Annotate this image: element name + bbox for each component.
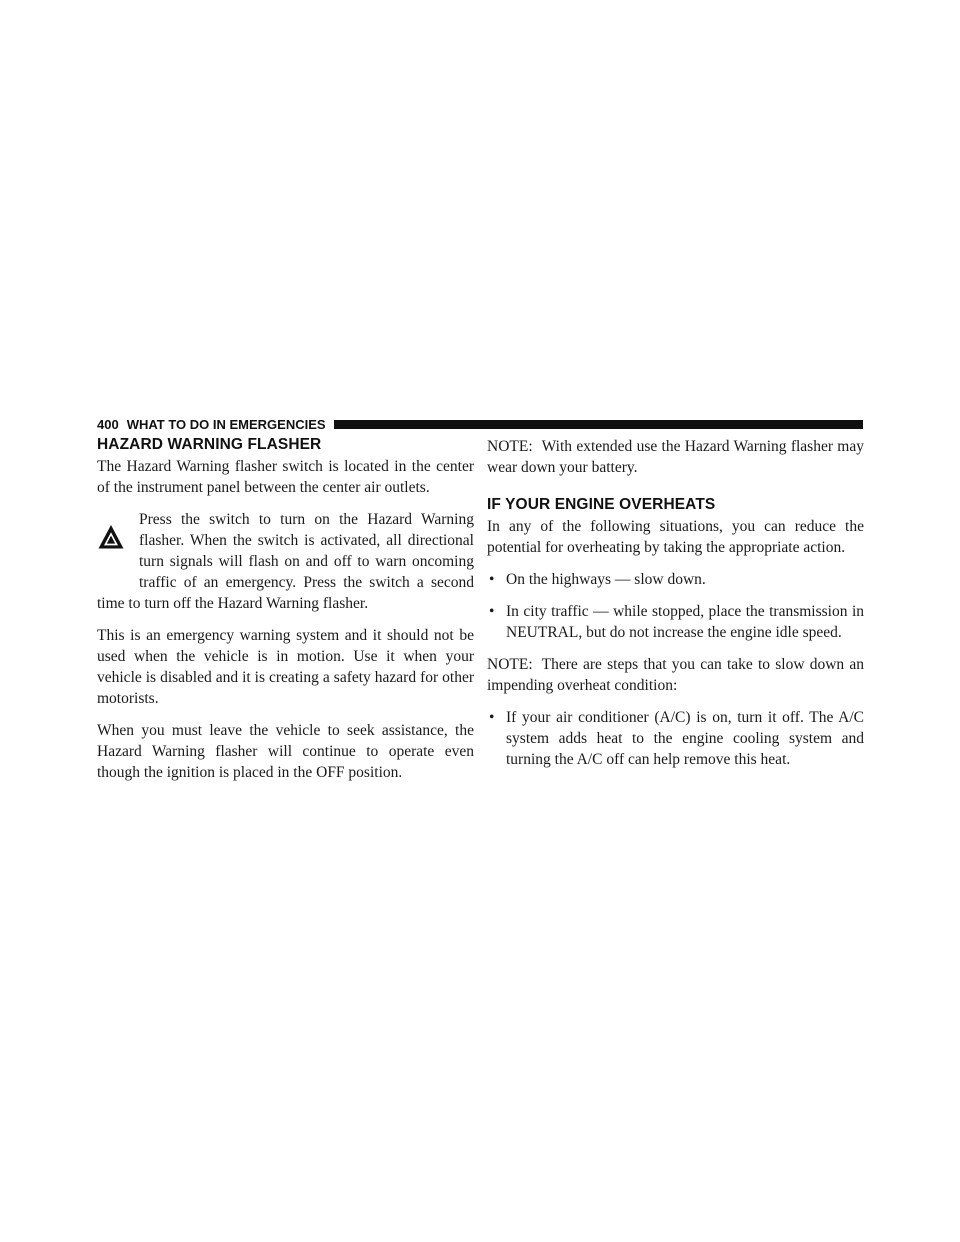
- overheat-list-1: [487, 569, 864, 643]
- list-item: • If your air conditioner (A/C) is on, turn it off. The A/C system adds heat to the engine cooling system and turning the A/C off can help remove this heat.: [487, 707, 864, 770]
- header-rule: [334, 420, 863, 429]
- hazard-triangle-icon: [97, 523, 125, 551]
- hazard-switch-block: [97, 509, 474, 614]
- note-label: NOTE:: [487, 656, 533, 673]
- section-title: WHAT TO DO IN EMERGENCIES: [126, 416, 326, 432]
- note-label: NOTE:: [487, 438, 533, 455]
- list-item: • In city traffic — while stopped, place the transmission in NEUTRAL, but do not increase the engine idle speed.: [487, 601, 864, 643]
- note-battery: [487, 436, 864, 478]
- page-number: 400: [97, 416, 119, 432]
- hazard-paragraph-4: When you must leave the vehicle to seek assistance, the Hazard Warning flasher will continue to operate even though the ignition is placed in the OFF position.: [97, 722, 474, 781]
- right-column: [487, 436, 864, 781]
- hazard-paragraph-1: The Hazard Warning flasher switch is located in the center of the instrument panel between the center air outlets.: [97, 458, 474, 496]
- list-item: • On the highways — slow down.: [487, 569, 864, 590]
- note-text: There are steps that you can take to slow down an impending overheat condition:: [487, 656, 864, 694]
- hazard-paragraph-2: Press the switch to turn on the Hazard Warning flasher. When the switch is activated, all directional turn signals will flash on and off to warn oncoming traffic of an emergency. Press the switch a second time to turn off the Hazard Warning flasher.: [97, 511, 474, 612]
- hazard-paragraph-3: This is an emergency warning system and it should not be used when the vehicle is in motion. Use it when your vehicle is disabled and it is creating a safety hazard for other motorists.: [97, 627, 474, 707]
- note-overheat: [487, 654, 864, 696]
- left-column: [97, 436, 474, 794]
- overheat-heading: IF YOUR ENGINE OVERHEATS: [487, 496, 716, 513]
- note-text: With extended use the Hazard Warning flasher may wear down your battery.: [487, 438, 864, 476]
- overheat-paragraph: In any of the following situations, you can reduce the potential for overheating by taking the appropriate action.: [487, 518, 864, 556]
- page-header: [97, 414, 863, 434]
- hazard-heading: HAZARD WARNING FLASHER: [97, 436, 322, 453]
- overheat-list-2: [487, 707, 864, 770]
